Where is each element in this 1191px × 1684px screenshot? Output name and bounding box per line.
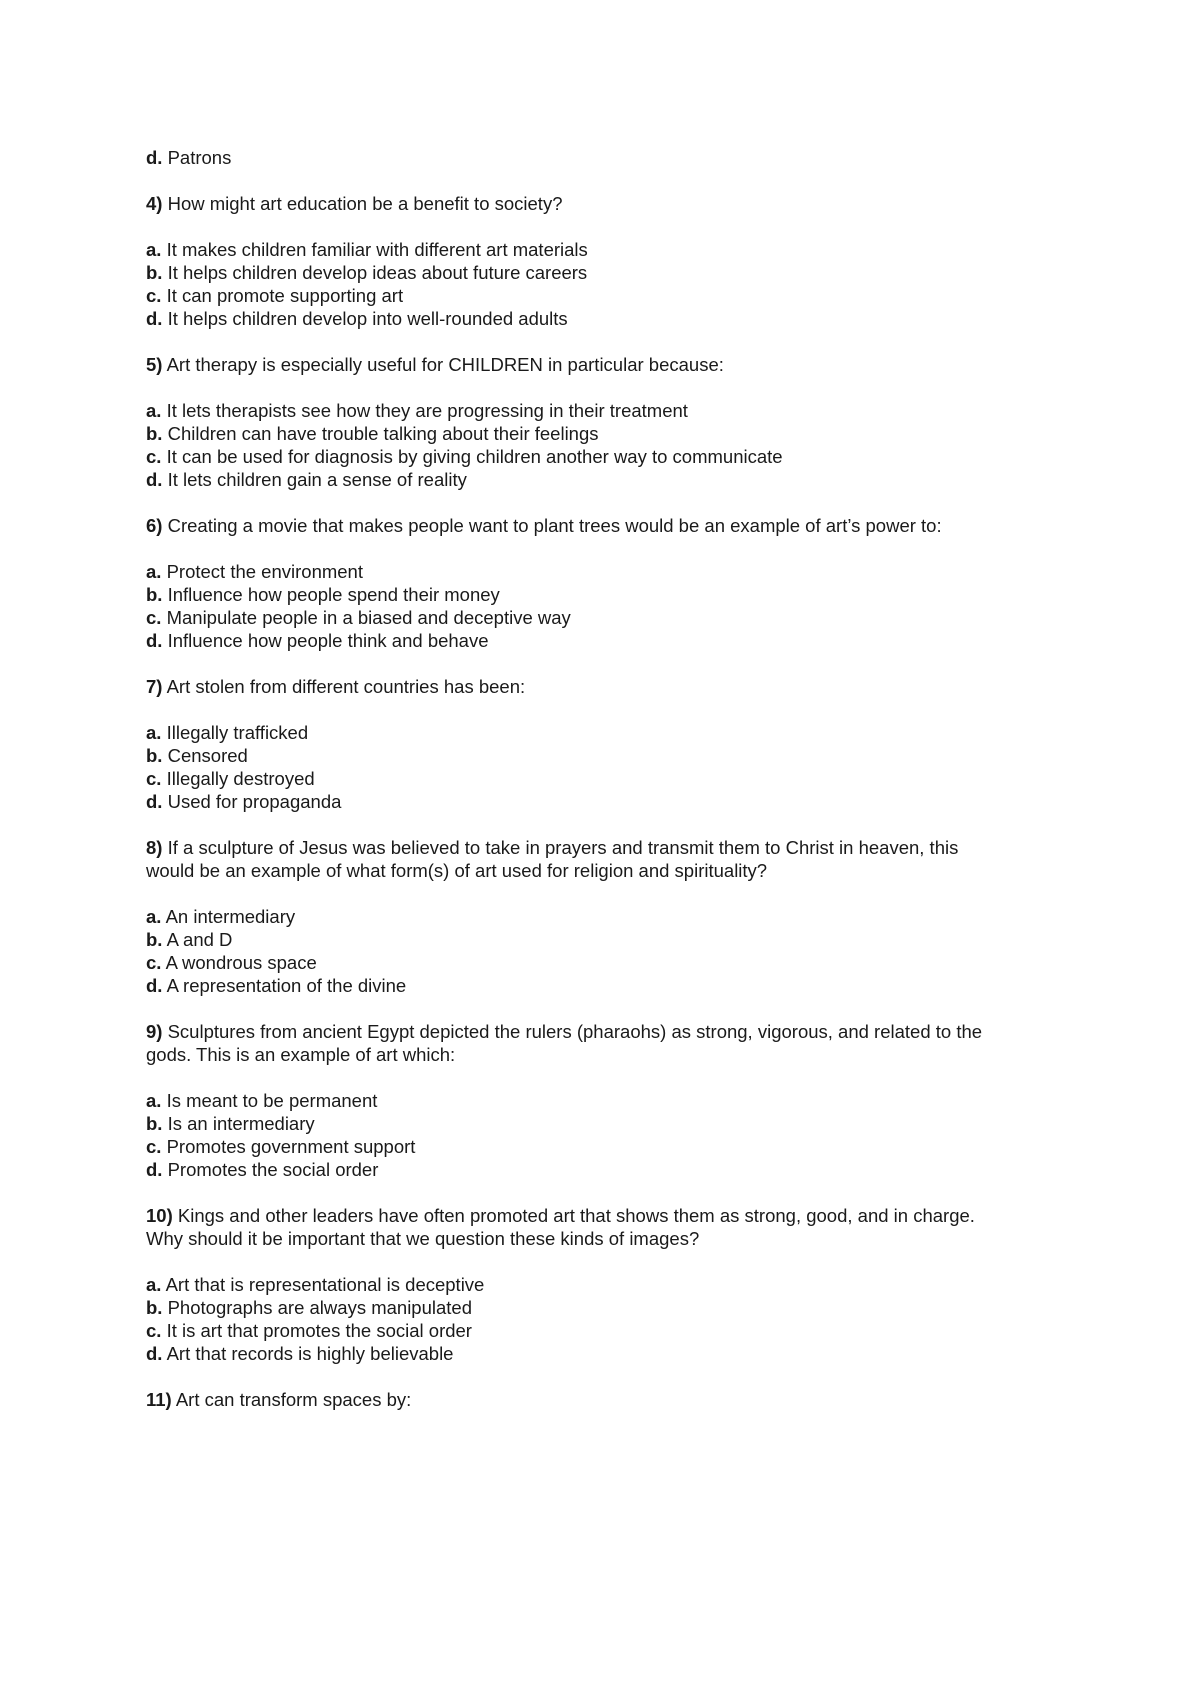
option-text: Children can have trouble talking about their feelings — [167, 423, 599, 444]
option-list — [146, 399, 1076, 491]
option-letter: d. — [146, 469, 163, 490]
option-text: Patrons — [167, 147, 232, 168]
option-line — [146, 1273, 1076, 1296]
option-letter: c. — [146, 1320, 162, 1341]
option-line — [146, 721, 1076, 744]
question-stem — [146, 353, 1076, 376]
option-letter: c. — [146, 446, 162, 467]
option-letter: b. — [146, 423, 163, 444]
question-text: Art therapy is especially useful for CHILDREN in particular because: — [166, 354, 724, 375]
question-stem — [146, 1020, 1076, 1066]
question-number: 6) — [146, 515, 163, 536]
question-block — [146, 836, 1076, 997]
option-text: Photographs are always manipulated — [167, 1297, 473, 1318]
question-text: Why should it be important that we question these kinds of images? — [146, 1228, 700, 1249]
question-block — [146, 353, 1076, 491]
option-letter: a. — [146, 722, 162, 743]
option-letter: a. — [146, 1090, 162, 1111]
question-text: Art stolen from different countries has been: — [166, 676, 526, 697]
question-block — [146, 192, 1076, 330]
question-number: 8) — [146, 837, 163, 858]
option-line — [146, 445, 1076, 468]
option-letter: c. — [146, 768, 162, 789]
option-text: Is an intermediary — [167, 1113, 315, 1134]
option-text: Promotes government support — [166, 1136, 416, 1157]
option-text: Illegally destroyed — [166, 768, 315, 789]
option-line — [146, 468, 1076, 491]
option-line — [146, 905, 1076, 928]
option-text: It is art that promotes the social order — [166, 1320, 472, 1341]
option-letter: a. — [146, 1274, 162, 1295]
question-text-line — [146, 1388, 1076, 1411]
option-list — [146, 905, 1076, 997]
option-letter: b. — [146, 1113, 163, 1134]
option-line — [146, 284, 1076, 307]
option-list — [146, 721, 1076, 813]
option-line — [146, 146, 1076, 169]
option-line — [146, 1158, 1076, 1181]
question-stem — [146, 1204, 1076, 1250]
question-text-line — [146, 1043, 1076, 1066]
option-letter: a. — [146, 239, 162, 260]
option-list — [146, 560, 1076, 652]
option-text: An intermediary — [165, 906, 296, 927]
option-letter: a. — [146, 400, 162, 421]
question-text-line — [146, 836, 1076, 859]
option-text: Promotes the social order — [167, 1159, 379, 1180]
option-line — [146, 928, 1076, 951]
question-text: gods. This is an example of art which: — [146, 1044, 456, 1065]
question-block — [146, 1020, 1076, 1181]
question-text-line — [146, 1204, 1076, 1227]
option-list — [146, 238, 1076, 330]
option-text: Art that is representational is deceptive — [165, 1274, 485, 1295]
option-line — [146, 1319, 1076, 1342]
option-line — [146, 583, 1076, 606]
option-line — [146, 1296, 1076, 1319]
option-line — [146, 261, 1076, 284]
question-text-line — [146, 1227, 1076, 1250]
option-text: Used for propaganda — [167, 791, 342, 812]
option-text: Influence how people spend their money — [167, 584, 500, 605]
document-page — [146, 146, 1076, 1411]
option-text: A representation of the divine — [166, 975, 407, 996]
question-text-line — [146, 514, 1076, 537]
option-text: A and D — [166, 929, 233, 950]
option-line — [146, 399, 1076, 422]
option-letter: c. — [146, 285, 162, 306]
question-number: 9) — [146, 1021, 163, 1042]
option-text: Art that records is highly believable — [166, 1343, 454, 1364]
option-list — [146, 1273, 1076, 1365]
option-letter: b. — [146, 929, 163, 950]
option-line — [146, 1135, 1076, 1158]
question-number: 4) — [146, 193, 163, 214]
question-text-line — [146, 675, 1076, 698]
option-text: It can be used for diagnosis by giving children another way to communicate — [166, 446, 783, 467]
option-text: Is meant to be permanent — [166, 1090, 378, 1111]
question-stem — [146, 514, 1076, 537]
question-stem — [146, 675, 1076, 698]
option-letter: d. — [146, 791, 163, 812]
option-text: A wondrous space — [165, 952, 317, 973]
option-text: It lets therapists see how they are progressing in their treatment — [166, 400, 688, 421]
question-stem — [146, 192, 1076, 215]
option-letter: b. — [146, 262, 163, 283]
question-text-line — [146, 1020, 1076, 1043]
question-number: 10) — [146, 1205, 173, 1226]
option-letter: c. — [146, 952, 162, 973]
question-text: How might art education be a benefit to society? — [167, 193, 563, 214]
option-letter: b. — [146, 1297, 163, 1318]
question-block — [146, 1388, 1076, 1411]
question-text: If a sculpture of Jesus was believed to take in prayers and transmit them to Christ in heaven, this — [167, 837, 959, 858]
question-text: Art can transform spaces by: — [175, 1389, 412, 1410]
option-line — [146, 744, 1076, 767]
question-number: 11) — [146, 1389, 172, 1410]
option-text: It helps children develop ideas about future careers — [167, 262, 588, 283]
option-letter: a. — [146, 906, 162, 927]
question-number: 5) — [146, 354, 163, 375]
option-letter: b. — [146, 745, 163, 766]
question-number: 7) — [146, 676, 163, 697]
option-letter: a. — [146, 561, 162, 582]
option-line — [146, 767, 1076, 790]
option-line — [146, 974, 1076, 997]
option-line — [146, 238, 1076, 261]
question-stem — [146, 836, 1076, 882]
question-text: Creating a movie that makes people want to plant trees would be an example of art’s power to: — [167, 515, 942, 536]
question-block — [146, 675, 1076, 813]
option-line — [146, 307, 1076, 330]
option-text: It can promote supporting art — [166, 285, 404, 306]
option-line — [146, 629, 1076, 652]
question-text-line — [146, 859, 1076, 882]
option-letter: d. — [146, 308, 163, 329]
option-letter: c. — [146, 607, 162, 628]
option-line — [146, 560, 1076, 583]
option-line — [146, 1342, 1076, 1365]
option-text: It lets children gain a sense of reality — [167, 469, 467, 490]
question-text: Kings and other leaders have often promoted art that shows them as strong, good, and in charge. — [177, 1205, 975, 1226]
question-text: Sculptures from ancient Egypt depicted the rulers (pharaohs) as strong, vigorous, and related to the — [167, 1021, 983, 1042]
option-line — [146, 1112, 1076, 1135]
option-letter: d. — [146, 630, 163, 651]
option-letter: b. — [146, 584, 163, 605]
option-text: Influence how people think and behave — [167, 630, 489, 651]
option-letter: d. — [146, 147, 163, 168]
question-block — [146, 514, 1076, 652]
option-letter: d. — [146, 1343, 163, 1364]
question-list — [146, 192, 1076, 1411]
option-line — [146, 790, 1076, 813]
question-text-line — [146, 353, 1076, 376]
option-line — [146, 606, 1076, 629]
option-text: Illegally trafficked — [166, 722, 309, 743]
question-stem — [146, 1388, 1076, 1411]
option-line — [146, 1089, 1076, 1112]
option-line — [146, 422, 1076, 445]
option-text: Manipulate people in a biased and deceptive way — [166, 607, 571, 628]
option-text: Censored — [167, 745, 248, 766]
option-list — [146, 1089, 1076, 1181]
option-letter: c. — [146, 1136, 162, 1157]
option-text: Protect the environment — [166, 561, 363, 582]
question-block — [146, 1204, 1076, 1365]
question-text-line — [146, 192, 1076, 215]
option-text: It helps children develop into well-rounded adults — [167, 308, 568, 329]
option-text: It makes children familiar with different art materials — [166, 239, 588, 260]
option-letter: d. — [146, 975, 163, 996]
option-line — [146, 951, 1076, 974]
question-text: would be an example of what form(s) of art used for religion and spirituality? — [146, 860, 768, 881]
option-letter: d. — [146, 1159, 163, 1180]
